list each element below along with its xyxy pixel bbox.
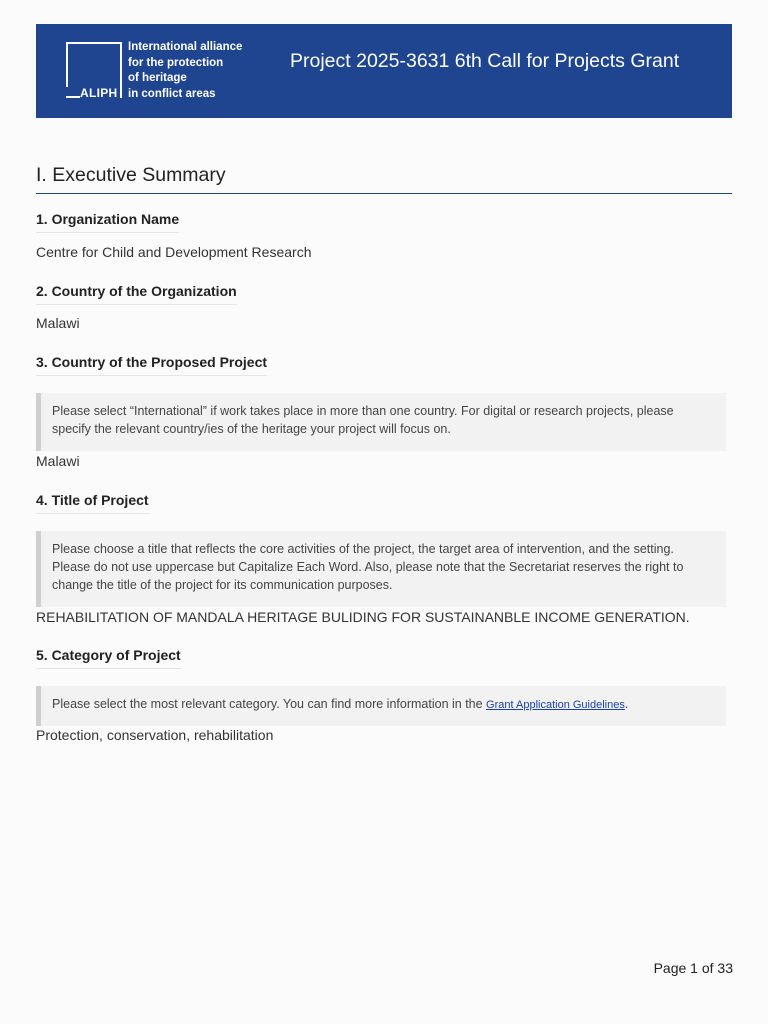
field-value-project-category: Protection, conservation, rehabilitation — [36, 727, 274, 743]
page-number: Page 1 of 33 — [653, 960, 733, 976]
field-label-project-category: 5. Category of Project — [36, 647, 181, 669]
field-hint-suffix: . — [624, 697, 629, 711]
field-value-project-title: REHABILITATION OF MANDALA HERITAGE BULIDING FOR SUSTAINANBLE INCOME GENERATION. — [36, 609, 690, 625]
logo-wordmark: ALIPH — [66, 87, 120, 99]
field-value-country-of-organization: Malawi — [36, 315, 80, 331]
logo-tagline-line: in conflict areas — [128, 87, 216, 100]
field-value-organization-name: Centre for Child and Development Research — [36, 244, 312, 260]
header-banner — [36, 24, 732, 118]
logo-tagline-line: for the protection — [128, 56, 224, 69]
project-title-header: Project 2025-3631 6th Call for Projects Grant — [290, 50, 680, 72]
field-hint-text: Please select the most relevant category. You can find more information in the — [52, 697, 487, 711]
field-label-country-of-project: 3. Country of the Proposed Project — [36, 354, 267, 376]
grant-guidelines-link[interactable]: Grant Application Guidelines — [486, 699, 625, 711]
field-label-project-title: 4. Title of Project — [36, 492, 149, 514]
field-label-organization-name: 1. Organization Name — [36, 211, 179, 233]
logo-tagline-line: International alliance — [128, 41, 243, 53]
logo-tagline — [128, 40, 242, 102]
field-value-country-of-project: Malawi — [36, 453, 80, 469]
field-hint-project-category — [36, 686, 726, 726]
field-hint-country-of-project: Please select “International” if work takes place in more than one country. For digital or research projects, please specify the relevant country/ies of the heritage your project will focus on. — [36, 393, 726, 451]
field-hint-project-title: Please choose a title that reflects the core activities of the project, the target area of intervention, and the setting. Please do not use uppercase but Capitalize Each Word. Also, please note that the Secretariat reserves the right to change the title of the project for its communication purposes. — [36, 531, 726, 607]
logo-tagline-line: of heritage — [128, 72, 187, 84]
section-title: I. Executive Summary — [36, 164, 732, 194]
field-label-country-of-organization: 2. Country of the Organization — [36, 283, 237, 305]
